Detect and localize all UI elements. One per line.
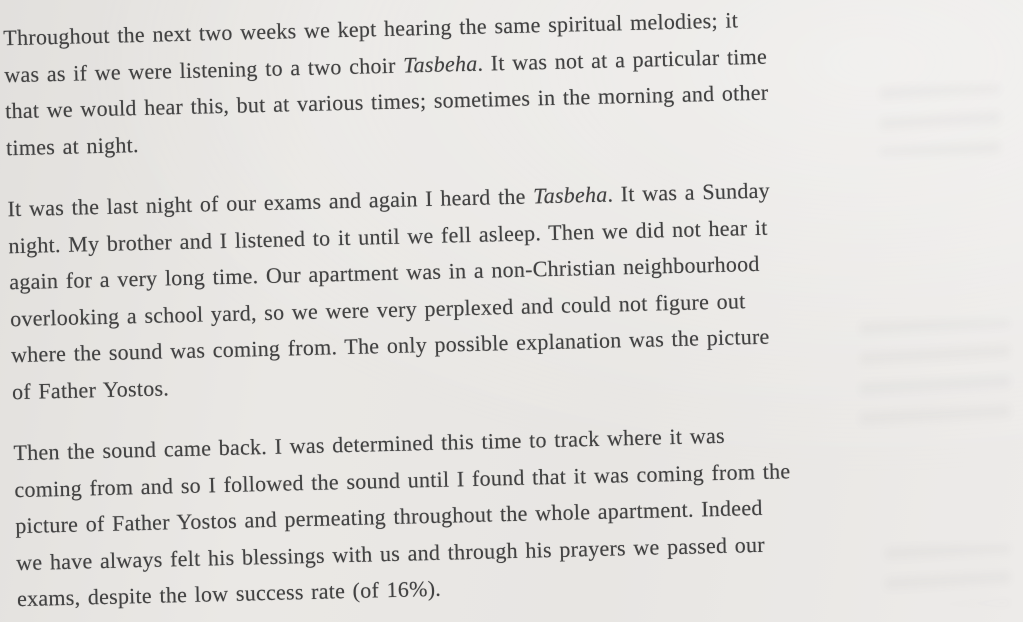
- paragraph: [7, 167, 1022, 411]
- italic-text-segment: Tasbeha: [532, 181, 608, 209]
- text-segment: times at night.: [5, 131, 139, 160]
- text-segment: . It was not at a particular time: [477, 43, 768, 76]
- text-segment: night. My brother and I listened to it until we fell asleep. Then we did not hear it: [8, 214, 768, 258]
- paragraph: [13, 411, 1023, 618]
- page-text: [3, 0, 1023, 618]
- text-segment: . It was a Sunday: [607, 177, 771, 207]
- text-segment: coming from and so I followed the sound until I found that it was coming from the: [14, 457, 791, 502]
- text-segment: Throughout the next two weeks we kept hearing the same spiritual melodies; it: [3, 7, 739, 51]
- text-segment: of Father Yostos.: [11, 374, 170, 404]
- paragraph: [3, 0, 1016, 166]
- text-segment: again for a very long time. Our apartment was in a non-Christian neighbourhood: [9, 250, 760, 295]
- text-segment: exams, despite the low success rate (of 16%).: [16, 575, 442, 612]
- text-segment: overlooking a school yard, so we were very perplexed and could not figure out: [9, 287, 746, 331]
- text-segment: It was the last night of our exams and again I heard the: [7, 183, 534, 222]
- text-segment: we have always felt his blessings with us and through his prayers we passed our: [15, 531, 766, 575]
- text-segment: that we would hear this, but at various times; sometimes in the morning and other: [4, 79, 769, 124]
- text-segment: picture of Father Yostos and permeating throughout the whole apartment. Indeed: [14, 494, 763, 539]
- text-segment: was as if we were listening to a two choir: [3, 52, 404, 87]
- text-segment: Then the sound came back. I was determined this time to track where it was: [13, 422, 726, 466]
- text-segment: where the sound was coming from. The only possible explanation was the picture: [10, 323, 770, 368]
- italic-text-segment: Tasbeha: [402, 50, 478, 78]
